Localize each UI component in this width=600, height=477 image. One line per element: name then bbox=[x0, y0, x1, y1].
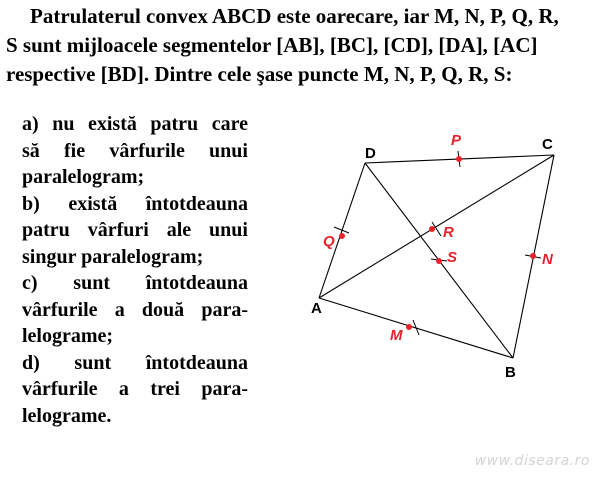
problem-statement bbox=[6, 2, 590, 89]
statement-line-2: S sunt mijloacele segmentelor [AB], [BC], [CD], [DA], [AC] bbox=[6, 33, 538, 57]
statement-line-3: respective [BD]. Dintre cele şase puncte M, N, P, Q, R, S: bbox=[6, 62, 513, 86]
midpoint-r-label: R bbox=[443, 224, 454, 241]
midpoint-n-dot bbox=[530, 253, 536, 259]
option-d-line-3: lelograme. bbox=[22, 404, 112, 427]
option-c-line-3: lelograme; bbox=[22, 325, 114, 347]
midpoint-p-label: P bbox=[451, 132, 462, 149]
midpoint-q-label: Q bbox=[323, 233, 335, 250]
vertex-d-label: D bbox=[365, 145, 376, 162]
answer-options bbox=[22, 111, 248, 429]
vertex-b-label: B bbox=[505, 364, 516, 381]
option-a-line-2: să fie vârfurile unui bbox=[22, 139, 248, 162]
midpoint-m-dot bbox=[406, 324, 412, 330]
option-b-line-1: b) există întotdeauna bbox=[22, 192, 248, 215]
midpoint-r-dot bbox=[429, 226, 435, 232]
statement-line-1: Patrulaterul convex ABCD este oarecare, iar M, N, P, Q, R, bbox=[30, 4, 559, 28]
watermark: www.diseara.ro bbox=[474, 453, 590, 469]
midpoint-m-label: M bbox=[390, 327, 403, 344]
vertex-a-label: A bbox=[311, 300, 322, 317]
midpoint-p-dot bbox=[456, 156, 462, 162]
midpoint-s-dot bbox=[436, 258, 442, 264]
option-a-line-1: a) nu există patru care bbox=[22, 113, 248, 135]
midpoint-s-label: S bbox=[447, 249, 458, 266]
option-b-line-2: patru vârfuri ale unui bbox=[22, 219, 248, 241]
option-d-line-2: vârfurile a trei para- bbox=[22, 378, 248, 400]
option-d-line-1: d) sunt întotdeauna bbox=[22, 351, 248, 374]
option-a-line-3: paralelogram; bbox=[22, 166, 145, 188]
option-c-line-1: c) sunt întotdeauna bbox=[22, 272, 248, 294]
midpoint-q-dot bbox=[339, 233, 345, 239]
option-c-line-2: vârfurile a două para- bbox=[22, 298, 248, 321]
vertex-c-label: C bbox=[542, 136, 553, 153]
quadrilateral-figure bbox=[300, 120, 590, 390]
diagonal-ac bbox=[319, 155, 554, 298]
option-b-line-3: singur paralelogram; bbox=[22, 245, 204, 268]
midpoint-n-label: N bbox=[542, 251, 553, 268]
